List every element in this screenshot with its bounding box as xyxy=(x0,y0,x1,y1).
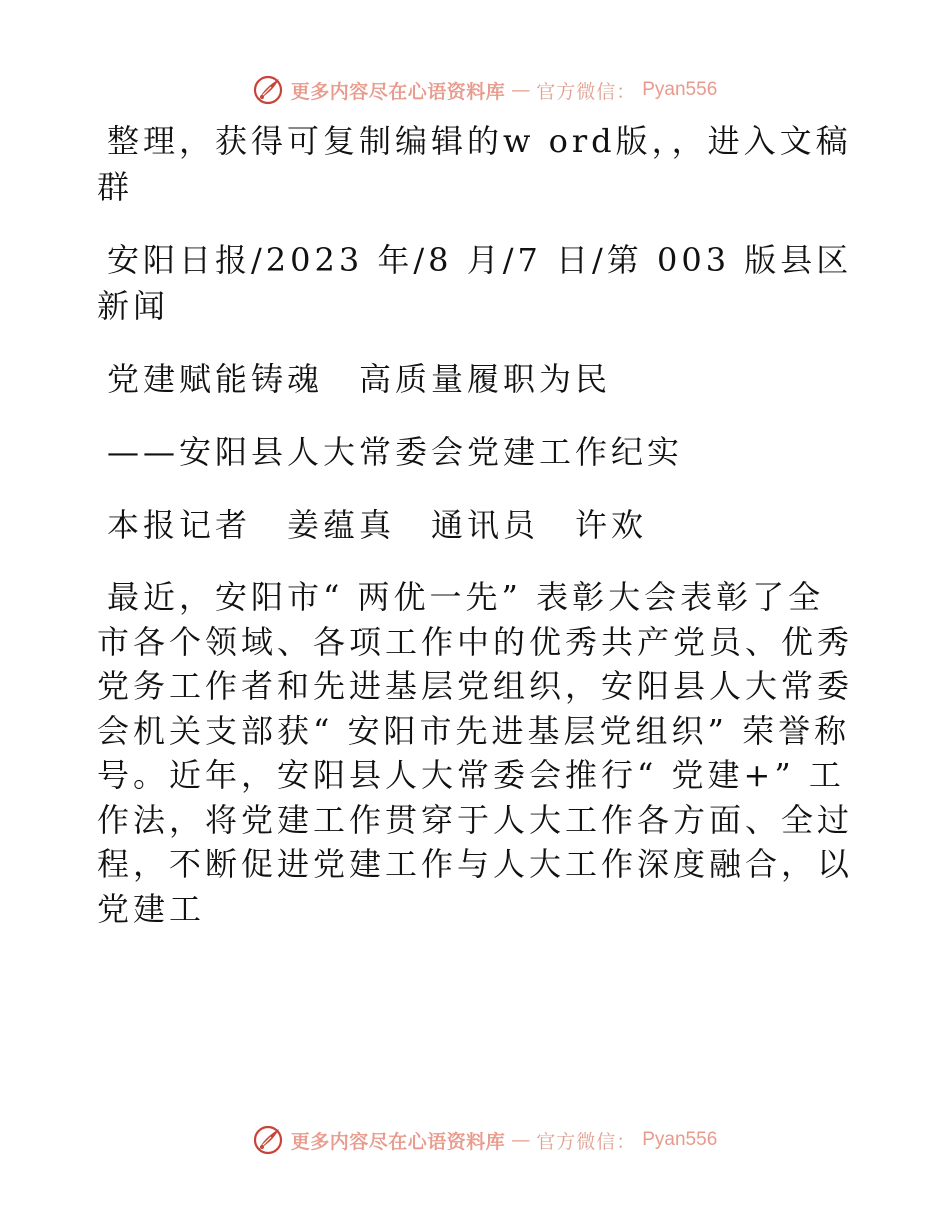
feather-pen-logo-icon xyxy=(251,73,285,107)
article-title: 党建赋能铸魂 高质量履职为民 xyxy=(107,360,612,398)
banner-sub-text: 官方微信： xyxy=(536,80,637,103)
banner-main-text: 更多内容尽在心语资料库 xyxy=(290,80,506,103)
banner-main-text: 更多内容尽在心语资料库 xyxy=(290,1130,506,1153)
watermark-banner xyxy=(251,73,718,107)
document-content xyxy=(97,118,857,958)
byline: 本报记者 姜蕴真 通讯员 许欢 xyxy=(107,506,648,544)
page-footer xyxy=(0,1120,950,1160)
article-subtitle: ——安阳县人大常委会党建工作纪实 xyxy=(107,433,684,471)
banner-dash: — xyxy=(511,1129,531,1151)
intro-paragraph: 整理，获得可复制编辑的w ord版，，进入文稿群 xyxy=(97,122,852,206)
banner-sub-text: 官方微信： xyxy=(536,1130,637,1153)
page-header xyxy=(0,70,950,110)
banner-wechat-id: Pyan556 xyxy=(642,79,718,100)
feather-pen-logo-icon xyxy=(251,1123,285,1157)
watermark-banner xyxy=(251,1123,718,1157)
source-line: 安阳日报/2023 年/8 月/7 日/第 003 版县区新闻 xyxy=(97,241,853,325)
body-paragraph: 最近，安阳市“ 两优一先” 表彰大会表彰了全市各个领域、各项工作中的优秀共产党员、优秀党务工作者和先进基层党组织，安阳县人大常委会机关支部获“ 安阳市先进基层党组织” 荣誉称号。近年，安阳县人大常委会推行“ 党建+” 工作法，将党建工作贯穿于人大工作各方面、全过程，不断促进党建工作与人大工作深度融合，以党建工 xyxy=(97,578,854,928)
banner-dash: — xyxy=(511,79,531,101)
banner-wechat-id: Pyan556 xyxy=(642,1129,718,1150)
